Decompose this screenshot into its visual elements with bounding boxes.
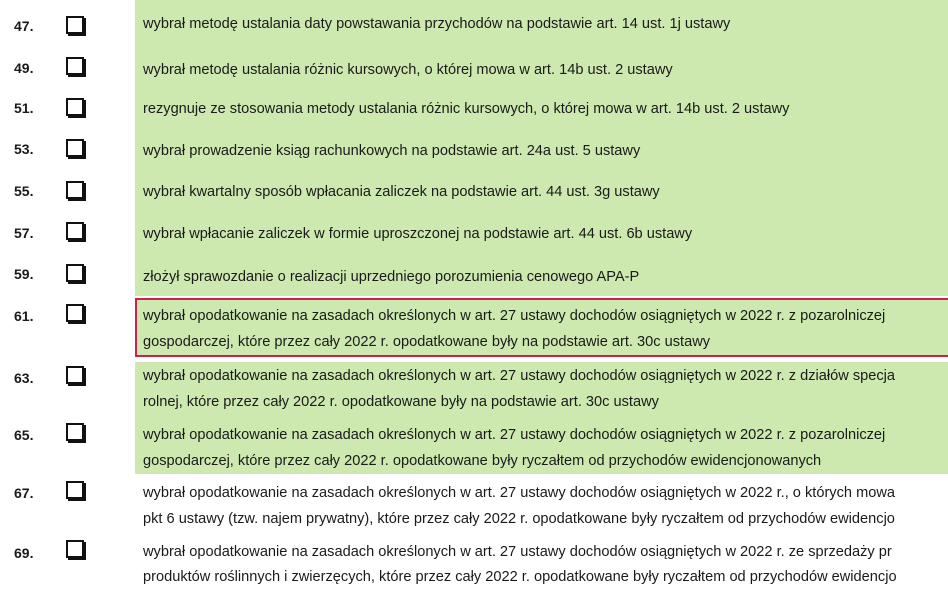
option-checkbox[interactable]: [66, 540, 84, 558]
option-row-55: [0, 172, 948, 214]
option-number: 69.: [14, 545, 34, 561]
option-row-61: [0, 296, 948, 360]
option-text-field: [135, 418, 948, 474]
option-number: 65.: [14, 427, 34, 443]
option-text-field: [135, 474, 948, 534]
option-text-line: wybrał kwartalny sposób wpłacania zaliczek na podstawie art. 44 ust. 3g ustawy: [143, 184, 660, 200]
option-text-field: [135, 214, 948, 256]
option-text-line: wybrał opodatkowanie na zasadach określonych w art. 27 ustawy dochodów osiągniętych w 2022 r., o których mowa: [143, 485, 895, 501]
option-checkbox[interactable]: [66, 98, 84, 116]
option-number: 55.: [14, 183, 34, 199]
option-text-line: wybrał metodę ustalania daty powstawania przychodów na podstawie art. 14 ust. 1j ustawy: [143, 16, 731, 32]
option-number: 49.: [14, 60, 34, 76]
option-text-field: [135, 172, 948, 214]
option-checkbox[interactable]: [66, 423, 84, 441]
option-number: 59.: [14, 266, 34, 282]
option-text-line: wybrał opodatkowanie na zasadach określonych w art. 27 ustawy dochodów osiągniętych w 2022 r. ze sprzedaży pr: [143, 544, 892, 560]
option-row-47: [0, 0, 948, 48]
option-text-field: [135, 48, 948, 90]
option-checkbox[interactable]: [66, 366, 84, 384]
option-row-57: [0, 214, 948, 256]
option-text-field: [135, 256, 948, 296]
option-number: 53.: [14, 141, 34, 157]
option-text-line: pkt 6 ustawy (tzw. najem prywatny), które przez cały 2022 r. opodatkowane były ryczałtem od przychodów ewidencjo: [143, 511, 895, 527]
option-checkbox[interactable]: [66, 16, 84, 34]
option-row-51: [0, 90, 948, 130]
option-number: 61.: [14, 308, 34, 324]
option-text-line: wybrał opodatkowanie na zasadach określonych w art. 27 ustawy dochodów osiągniętych w 2022 r. z pozarolniczej: [143, 308, 886, 324]
option-checkbox[interactable]: [66, 57, 84, 75]
option-number: 63.: [14, 370, 34, 386]
option-row-59: [0, 256, 948, 296]
option-checkbox[interactable]: [66, 222, 84, 240]
option-row-65: [0, 418, 948, 474]
option-row-63: [0, 362, 948, 418]
option-text-line: złożył sprawozdanie o realizacji uprzedniego porozumienia cenowego APA-P: [143, 269, 640, 285]
option-text-field: [135, 0, 948, 48]
option-text-line: wybrał opodatkowanie na zasadach określonych w art. 27 ustawy dochodów osiągniętych w 2022 r. z pozarolniczej: [143, 427, 886, 443]
option-number: 51.: [14, 100, 34, 116]
option-number: 57.: [14, 225, 34, 241]
option-row-69: [0, 534, 948, 593]
option-text-field: [135, 534, 948, 593]
option-checkbox[interactable]: [66, 304, 84, 322]
option-text-line: produktów roślinnych i zwierzęcych, które przez cały 2022 r. opodatkowane były ryczałtem od przychodów ewidencjo: [143, 569, 897, 585]
option-text-line: rolnej, które przez cały 2022 r. opodatkowane były na podstawie art. 30c ustawy: [143, 394, 659, 410]
option-text-field: [135, 90, 948, 130]
option-text-line: wybrał metodę ustalania różnic kursowych, o której mowa w art. 14b ust. 2 ustawy: [143, 62, 673, 78]
option-text-line: rezygnuje ze stosowania metody ustalania różnic kursowych, o której mowa w art. 14b ust. 2 ustawy: [143, 101, 790, 117]
option-text-field-highlighted: [135, 298, 948, 357]
option-text-line: wybrał prowadzenie ksiąg rachunkowych na podstawie art. 24a ust. 5 ustawy: [143, 143, 641, 159]
option-row-53: [0, 130, 948, 172]
option-checkbox[interactable]: [66, 481, 84, 499]
option-row-67: [0, 474, 948, 534]
option-text-line: gospodarczej, które przez cały 2022 r. opodatkowane były ryczałtem od przychodów ewidencjonowanych: [143, 453, 822, 469]
option-row-49: [0, 48, 948, 90]
option-checkbox[interactable]: [66, 139, 84, 157]
option-number: 67.: [14, 485, 34, 501]
option-text-line: wybrał opodatkowanie na zasadach określonych w art. 27 ustawy dochodów osiągniętych w 2022 r. z działów specja: [143, 368, 896, 384]
option-text-line: wybrał wpłacanie zaliczek w formie uproszczonej na podstawie art. 44 ust. 6b ustawy: [143, 226, 693, 242]
option-text-line: gospodarczej, które przez cały 2022 r. opodatkowane były na podstawie art. 30c ustawy: [143, 334, 711, 350]
option-text-field: [135, 130, 948, 172]
option-text-field: [135, 362, 948, 418]
option-number: 47.: [14, 18, 34, 34]
option-checkbox[interactable]: [66, 264, 84, 282]
option-checkbox[interactable]: [66, 181, 84, 199]
